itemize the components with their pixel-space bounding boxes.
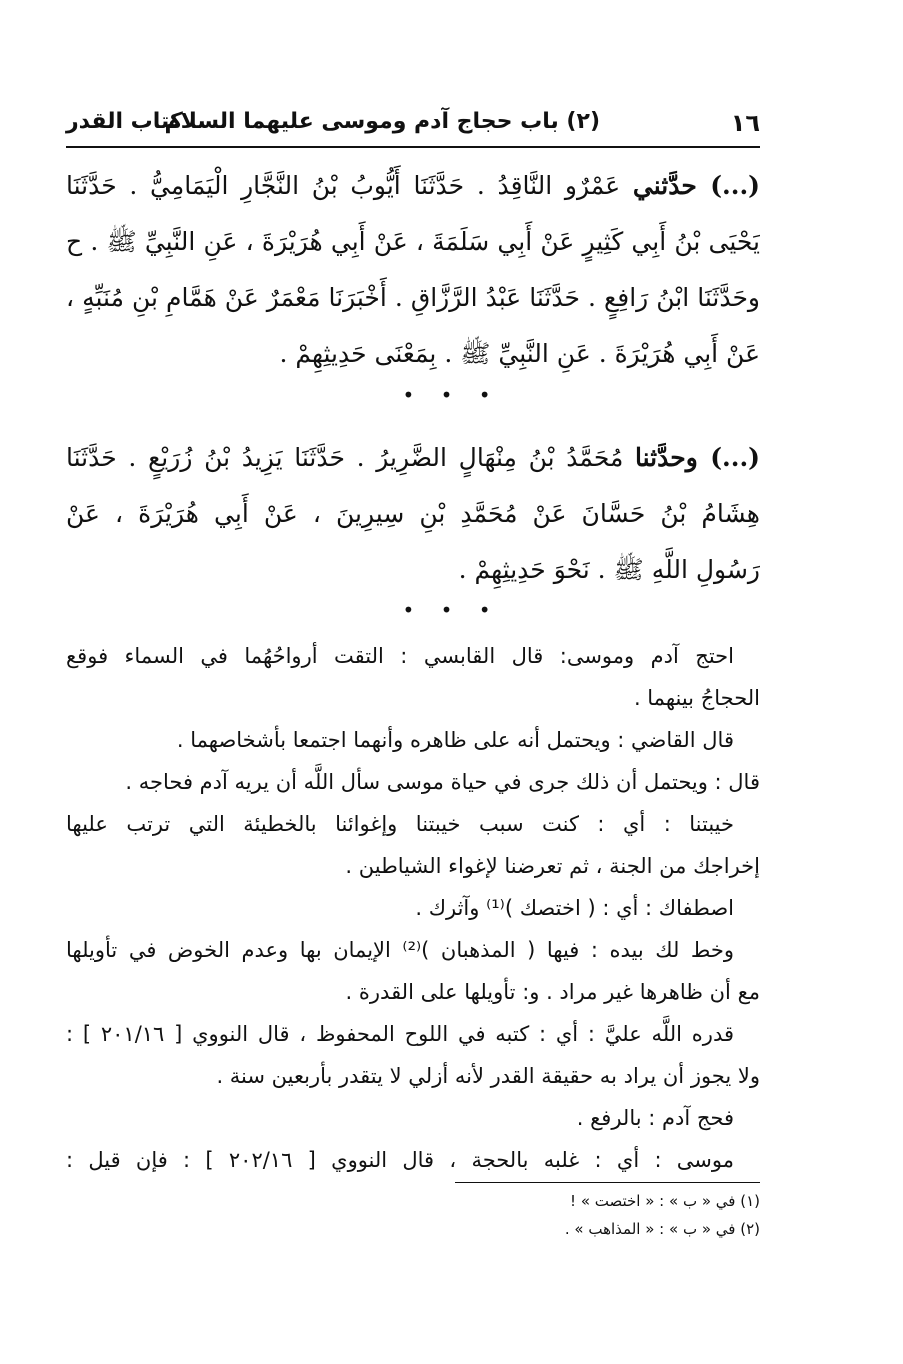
hadith-block-1 [66, 158, 760, 382]
hadith-line: وحَدَّثَنَا ابْنُ رَافِعٍ . حَدَّثَنَا عَبْدُ الرَّزَّاقِ . أَخْبَرَنَا مَعْمَرٌ عَنْ هَمَّامِ بْنِ مُنَبِّهٍ ، [66, 283, 760, 312]
page-number: ١٦ [730, 109, 760, 137]
narration-lead: (...) وحدَّثنا [635, 443, 760, 472]
hadith-line: (...) وحدَّثنا مُحَمَّدُ بْنُ مِنْهَالٍ الضَّرِيرُ . حَدَّثَنَا يَزِيدُ بْنُ زُرَيْعٍ . حَدَّثَنَا [66, 443, 760, 472]
commentary-block [66, 635, 760, 1181]
hadith-line: يَحْيَى بْنُ أَبِي كَثِيرٍ عَنْ أَبِي سَلَمَةَ ، عَنْ أَبِي هُرَيْرَةَ ، عَنِ النَّبِيِّ ﷺ . ح [66, 227, 760, 256]
commentary-line: وخط لك بيده : فيها ( المذهبان )⁽²⁾ الإيمان بها وعدم الخوض في تأويلها [66, 938, 734, 962]
footnote-rule [455, 1182, 760, 1183]
footnote-2: (٢) في « ب » : « المذاهب » . [564, 1220, 760, 1238]
hadith-line: (...) حدَّثني عَمْرٌو النَّاقِدُ . حَدَّثَنَا أَيُّوبُ بْنُ النَّجَّارِ الْيَمَامِيُّ . حَدَّثَنَا [66, 171, 760, 200]
hadith-line: عَنْ أَبِي هُرَيْرَةَ . عَنِ النَّبِيِّ ﷺ . بِمَعْنَى حَدِيثِهِمْ . [279, 339, 760, 368]
commentary-line: ولا يجوز أن يراد به حقيقة القدر لأنه أزلي لا يتقدر بأربعين سنة . [216, 1064, 760, 1088]
section-title: (٢) باب حجاج آدم وموسى عليهما السلام [164, 109, 600, 134]
commentary-line: خيبتنا : أي : كنت سبب خيبتنا وإغوائنا بالخطيئة التي ترتب عليها [66, 812, 734, 836]
commentary-line: مع أن ظاهرها غير مراد . و: تأويلها على القدرة . [345, 980, 760, 1004]
commentary-line: قدره اللَّه عليَّ : أي : كتبه في اللوح المحفوظ ، قال النووي [ ٢٠١/١٦ ] : [66, 1022, 734, 1046]
commentary-line: موسى : أي : غلبه بالحجة ، قال النووي [ ٢٠٢/١٦ ] : فإن قيل : [66, 1148, 735, 1172]
narration-lead: (...) حدَّثني [632, 171, 760, 200]
hadith-line: هِشَامُ بْنُ حَسَّانَ عَنْ مُحَمَّدِ بْنِ سِيرِينَ ، عَنْ أَبِي هُرَيْرَةَ ، عَنْ [66, 499, 760, 528]
hadith-block-2 [66, 430, 760, 598]
header-rule [66, 146, 760, 148]
running-header [66, 103, 760, 143]
commentary-line: قال : ويحتمل أن ذلك جرى في حياة موسى سأل اللَّه أن يريه آدم فحاجه . [125, 770, 760, 794]
commentary-line: إخراجك من الجنة ، ثم تعرضنا لإغواء الشياطين . [345, 854, 760, 878]
section-separator: • • • [402, 383, 501, 407]
commentary-line: اصطفاك : أي : ( اختصك )⁽¹⁾ وآثرك . [415, 896, 734, 920]
commentary-line: الحجاجُ بينهما . [633, 686, 760, 710]
section-separator: • • • [402, 598, 501, 622]
commentary-line: قال القاضي : ويحتمل أنه على ظاهره وأنهما اجتمعا بأشخاصهما . [176, 728, 734, 752]
footnote-1: (١) في « ب » : « اختصت » ! [570, 1192, 760, 1210]
commentary-line: احتج آدم وموسى: قال القابسي : التقت أرواحُهُما في السماء فوقع [66, 644, 734, 668]
hadith-line: رَسُولِ اللَّهِ ﷺ . نَحْوَ حَدِيثِهِمْ . [458, 555, 760, 584]
commentary-line: فحج آدم : بالرفع . [576, 1106, 734, 1130]
book-title: كتاب القدر [66, 109, 183, 134]
